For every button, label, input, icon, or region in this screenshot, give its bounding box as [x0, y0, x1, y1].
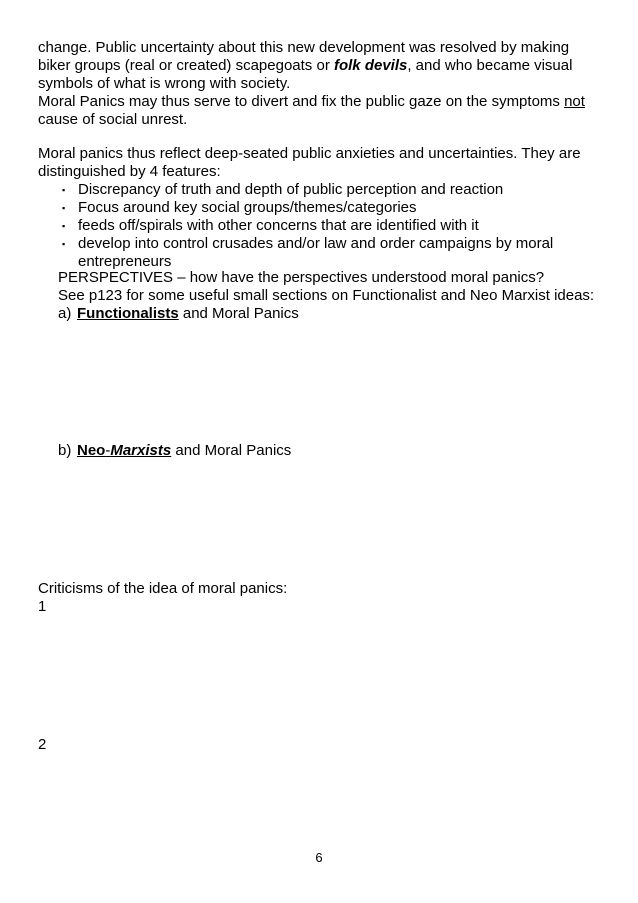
bullet-icon: ▪ [62, 239, 66, 249]
not-underlined: not [564, 93, 585, 110]
section-b-label: b) [58, 442, 72, 459]
criticism-number-1: 1 [38, 598, 47, 615]
para1-line3: symbols of what is wrong with society. [38, 75, 291, 92]
perspectives-heading: PERSPECTIVES – how have the perspectives understood moral panics? [58, 269, 545, 286]
para2-line1: Moral panics thus reflect deep-seated public anxieties and uncertainties. They are [38, 145, 581, 162]
perspectives-note: See p123 for some useful small sections on Functionalist and Neo Marxist ideas: [58, 287, 595, 304]
para1-line2-a: biker groups (real or created) scapegoats or [38, 57, 334, 74]
neo-dash: - [105, 442, 111, 459]
section-a-label: a) [58, 305, 72, 322]
marxists-term: Marxists [110, 442, 172, 459]
feature-item-continued: entrepreneurs [78, 253, 172, 270]
criticism-number-2: 2 [38, 736, 47, 753]
feature-item: feeds off/spirals with other concerns that are identified with it [78, 217, 479, 234]
folk-devils-term: folk devils [333, 57, 408, 74]
feature-item: Discrepancy of truth and depth of public perception and reaction [78, 181, 504, 198]
para1-line1: change. Public uncertainty about this new development was resolved by making [38, 39, 570, 56]
para1-line4 [38, 93, 585, 111]
para1-line4-a: Moral Panics may thus serve to divert and fix the public gaze on the symptoms [38, 93, 565, 110]
page-number: 6 [315, 850, 323, 865]
bullet-icon: ▪ [62, 203, 66, 213]
bullet-icon: ▪ [62, 221, 66, 231]
para1-line2 [38, 57, 572, 75]
para1-line2-c: , and who became visual [407, 57, 573, 74]
section-a-heading [77, 305, 299, 323]
bullet-icon: ▪ [62, 185, 66, 195]
feature-item: develop into control crusades and/or law and order campaigns by moral [78, 235, 554, 252]
section-b-rest: and Moral Panics [171, 442, 292, 459]
neo-term: Neo [77, 442, 106, 459]
section-a-rest: and Moral Panics [178, 305, 299, 322]
criticisms-heading: Criticisms of the idea of moral panics: [38, 580, 288, 597]
para1-line5: cause of social unrest. [38, 111, 188, 128]
section-b-heading [77, 442, 291, 460]
feature-item: Focus around key social groups/themes/categories [78, 199, 417, 216]
para2-line2: distinguished by 4 features: [38, 163, 221, 180]
functionalists-term: Functionalists [77, 305, 179, 322]
